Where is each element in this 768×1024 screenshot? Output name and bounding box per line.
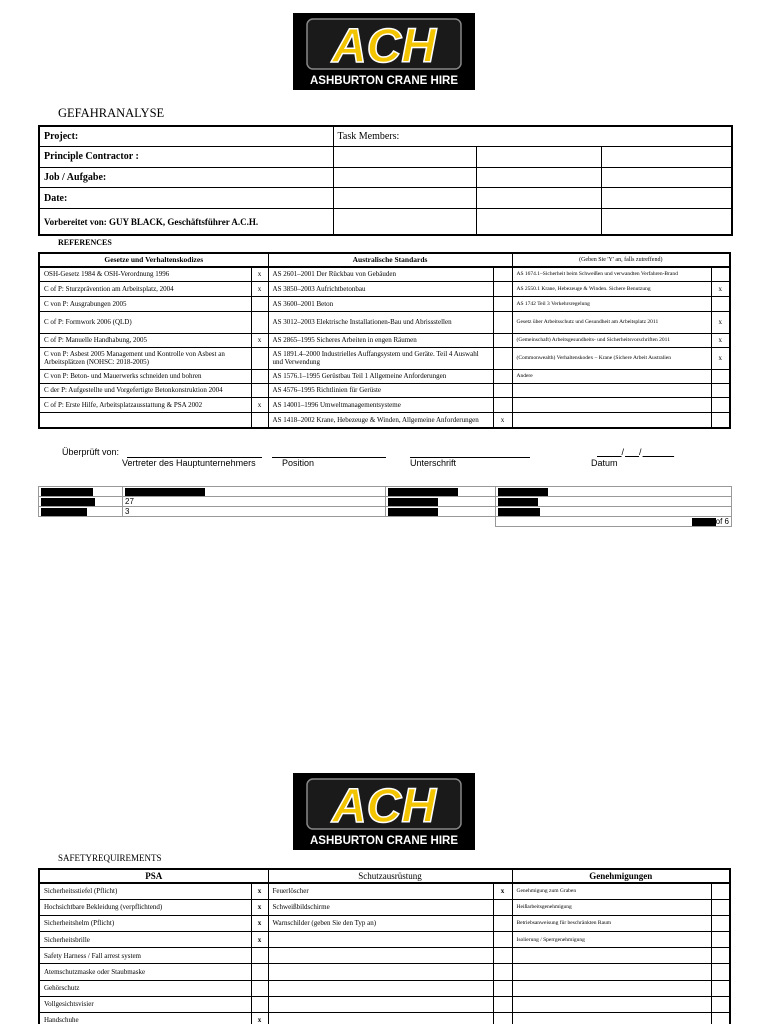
company-logo — [293, 13, 475, 90]
permit-item: Genehmigung zum Graben — [512, 883, 711, 899]
reference-standard: AS 3012–2003 Elektrische Installationen-Bau und Abrissstellen — [268, 311, 493, 333]
laws-header: Gesetze und Verhaltenskodizes — [39, 253, 268, 267]
equipment-check[interactable] — [493, 915, 512, 931]
permit-item: Isolierung / Sperrgenehmigung — [512, 932, 711, 948]
reference-row — [39, 369, 730, 383]
reference-other — [512, 383, 711, 397]
reference-row — [39, 347, 730, 369]
redacted-block — [498, 498, 538, 506]
safety-row — [39, 980, 730, 996]
permit-check[interactable] — [711, 915, 730, 931]
reference-law-check[interactable] — [251, 311, 268, 333]
reference-other: (Gemeinschaft) Arbeitsgesundheits- und Sicherheitsvorschriften 2011 — [512, 333, 711, 347]
reference-row — [39, 397, 730, 412]
document-footer-table — [38, 486, 732, 527]
references-title: REFERENCES — [58, 238, 112, 247]
reference-law: C der P: Aufgestellte und Vorgefertigte Betonkonstruktion 2004 — [39, 383, 251, 397]
reference-other-check[interactable] — [711, 383, 730, 397]
reference-other: AS 1742 Teil 3 Verkehrsregelung — [512, 296, 711, 311]
reference-standard: AS 2601–2001 Der Rückbau von Gebäuden — [268, 267, 493, 281]
reference-row — [39, 281, 730, 296]
position-label: Position — [282, 458, 315, 468]
redacted-block — [388, 488, 458, 496]
safety-row — [39, 899, 730, 915]
footer-value-27: 27 — [123, 497, 386, 507]
redacted-block — [125, 488, 205, 496]
safety-requirements-table — [38, 868, 731, 1024]
reference-law: C of P: Sturzprävention am Arbeitsplatz, 2004 — [39, 281, 251, 296]
equipment-check[interactable] — [493, 996, 512, 1012]
date-slashes: / / — [621, 447, 643, 457]
task-member-cell[interactable] — [476, 167, 601, 188]
permit-item: Heißarbeitsgenehmigung — [512, 899, 711, 915]
reference-standard: AS 4576–1995 Richtlinien für Gerüste — [268, 383, 493, 397]
equipment-check[interactable] — [493, 980, 512, 996]
equipment-check[interactable] — [493, 1013, 512, 1024]
page-number: of 6 — [496, 517, 732, 527]
ppe-check[interactable] — [251, 964, 268, 980]
ppe-check[interactable]: x — [251, 899, 268, 915]
reference-other: AS 1674.1–Sicherheit beim Schweißen und verwandten Verfahren-Brand — [512, 267, 711, 281]
ppe-check[interactable]: x — [251, 1013, 268, 1024]
ppe-item: Sicherheitsstiefel (Pflicht) — [39, 883, 251, 899]
reference-law: C of P: Manuelle Handhabung, 2005 — [39, 333, 251, 347]
safety-row — [39, 964, 730, 980]
equipment-check[interactable] — [493, 964, 512, 980]
company-name: ASHBURTON CRANE HIRE — [309, 75, 459, 87]
reference-row — [39, 383, 730, 397]
references-table — [38, 252, 731, 429]
signature-label: Unterschrift — [410, 458, 457, 468]
reference-other-check[interactable] — [711, 397, 730, 412]
reference-row — [39, 412, 730, 428]
reference-standard-check[interactable] — [493, 369, 512, 383]
redacted-block — [388, 508, 438, 516]
reference-standard-check[interactable] — [493, 347, 512, 369]
reference-law-check[interactable]: x — [251, 333, 268, 347]
reference-standard: AS 1418–2002 Krane, Hebezeuge & Winden, Allgemeine Anforderungen — [268, 412, 493, 428]
project-label: Project: — [39, 126, 333, 147]
equipment-item: Feuerlöscher — [268, 883, 493, 899]
reference-other: AS 2550.1 Krane, Hebezeuge & Winden. Sichere Benutzung — [512, 281, 711, 296]
ppe-check[interactable] — [251, 948, 268, 964]
redacted-block — [41, 498, 95, 506]
reference-standard: AS 1891.4–2000 Industrielles Auffangsystem und Geräte. Teil 4 Auswahl und Verwendung — [268, 347, 493, 369]
reference-row — [39, 296, 730, 311]
standards-header: Australische Standards — [268, 253, 512, 267]
permit-item — [512, 964, 711, 980]
reference-other — [512, 397, 711, 412]
ppe-check[interactable]: x — [251, 932, 268, 948]
reference-other-check[interactable]: x — [711, 347, 730, 369]
ppe-check[interactable] — [251, 996, 268, 1012]
task-member-cell[interactable] — [333, 208, 476, 235]
company-logo-page2 — [293, 773, 475, 850]
equipment-item — [268, 1013, 493, 1024]
reference-other-check[interactable] — [711, 296, 730, 311]
redacted-block — [41, 488, 93, 496]
redacted-block — [388, 498, 438, 506]
reference-other: Andere — [512, 369, 711, 383]
reference-law-check[interactable] — [251, 296, 268, 311]
ppe-item: Safety Harness / Fall arrest system — [39, 948, 251, 964]
permit-check[interactable] — [711, 964, 730, 980]
reference-standard-check[interactable] — [493, 311, 512, 333]
task-member-cell[interactable] — [601, 147, 732, 168]
page-title: GEFAHRANALYSE — [58, 106, 165, 120]
project-info-table — [38, 125, 733, 236]
ppe-check[interactable] — [251, 980, 268, 996]
safety-row — [39, 996, 730, 1012]
equipment-check[interactable] — [493, 948, 512, 964]
redacted-block — [41, 508, 87, 516]
reference-other-check[interactable]: x — [711, 281, 730, 296]
company-name: ASHBURTON CRANE HIRE — [309, 835, 459, 847]
equipment-item: Schweißbildschirme — [268, 899, 493, 915]
reference-law: C of P: Erste Hilfe, Arbeitsplatzausstattung & PSA 2002 — [39, 397, 251, 412]
ppe-item: Sicherheitshelm (Pflicht) — [39, 915, 251, 931]
task-member-cell[interactable] — [601, 208, 732, 235]
ppe-header: PSA — [39, 869, 268, 883]
task-member-cell[interactable] — [601, 167, 732, 188]
permit-item — [512, 1013, 711, 1024]
applicable-header: (Geben Sie 'Y' an, falls zutreffend) — [512, 253, 730, 267]
reference-standard: AS 3850–2003 Aufrichtbetonbau — [268, 281, 493, 296]
reference-law-check[interactable] — [251, 347, 268, 369]
reference-law: C of P: Formwork 2006 (QLD) — [39, 311, 251, 333]
svg-text:ACH: ACH — [332, 780, 436, 833]
reference-law: OSH-Gesetz 1984 & OSH-Verordnung 1996 — [39, 267, 251, 281]
permits-header: Genehmigungen — [512, 869, 730, 883]
equipment-item — [268, 964, 493, 980]
reference-row — [39, 333, 730, 347]
safety-row — [39, 1013, 730, 1024]
ppe-check[interactable]: x — [251, 915, 268, 931]
reference-other: (Commonwealth) Verhaltenskodex – Krane (Sichere Arbeit Australien — [512, 347, 711, 369]
reference-law-check[interactable]: x — [251, 397, 268, 412]
reference-standard-check[interactable] — [493, 383, 512, 397]
ppe-item: Sicherheitsbrille — [39, 932, 251, 948]
equipment-check[interactable] — [493, 899, 512, 915]
checked-by-label: Überprüft von: — [62, 447, 120, 457]
ppe-item: Handschuhe — [39, 1013, 251, 1024]
permit-check[interactable] — [711, 899, 730, 915]
ppe-item: Gehörschutz — [39, 980, 251, 996]
reference-standard: AS 2865–1995 Sicheres Arbeiten in engen Räumen — [268, 333, 493, 347]
reference-standard-check[interactable]: x — [493, 412, 512, 428]
reference-other-check[interactable]: x — [711, 333, 730, 347]
permit-item — [512, 996, 711, 1012]
equipment-item — [268, 996, 493, 1012]
prepared-by-label: Vorbereitet von: GUY BLACK, Geschäftsführer A.C.H. — [39, 208, 333, 235]
footer-value-3: 3 — [123, 507, 386, 517]
equipment-check[interactable]: x — [493, 883, 512, 899]
equipment-item — [268, 932, 493, 948]
equipment-item — [268, 948, 493, 964]
permit-item — [512, 948, 711, 964]
redacted-block — [498, 488, 548, 496]
ppe-check[interactable]: x — [251, 883, 268, 899]
reference-standard-check[interactable] — [493, 281, 512, 296]
safety-row — [39, 915, 730, 931]
rep-label: Vertreter des Hauptunternehmers — [122, 458, 256, 468]
task-member-cell[interactable] — [476, 147, 601, 168]
reference-standard-check[interactable] — [493, 333, 512, 347]
reference-standard-check[interactable] — [493, 296, 512, 311]
permit-check[interactable] — [711, 1013, 730, 1024]
svg-text:ACH: ACH — [332, 20, 436, 73]
reference-law-check[interactable] — [251, 369, 268, 383]
safety-row — [39, 883, 730, 899]
reference-law: C von P: Beton- und Mauerwerks schneiden und bohren — [39, 369, 251, 383]
reference-law: C von P: Asbest 2005 Management und Kontrolle von Asbest an Arbeitsplätzen (NOHSC: 2018-2005) — [39, 347, 251, 369]
reference-standard-check[interactable] — [493, 267, 512, 281]
reference-law-check[interactable]: x — [251, 267, 268, 281]
redacted-block — [692, 518, 716, 526]
reference-other: Gesetz über Arbeitsschutz und Gesundheit am Arbeitsplatz 2011 — [512, 311, 711, 333]
reference-standard-check[interactable] — [493, 397, 512, 412]
reference-law-check[interactable] — [251, 383, 268, 397]
permit-check[interactable] — [711, 883, 730, 899]
reference-other-check[interactable] — [711, 412, 730, 428]
task-member-cell[interactable] — [333, 167, 476, 188]
reference-row — [39, 267, 730, 281]
ppe-item: Hochsichtbare Bekleidung (verpflichtend) — [39, 899, 251, 915]
reference-law-check[interactable] — [251, 412, 268, 428]
reference-law-check[interactable]: x — [251, 281, 268, 296]
equipment-item — [268, 980, 493, 996]
reference-other-check[interactable]: x — [711, 311, 730, 333]
reference-other — [512, 412, 711, 428]
reference-law: C von P: Ausgrabungen 2005 — [39, 296, 251, 311]
redacted-block — [498, 508, 540, 516]
ppe-item: Vollgesichtsvisier — [39, 996, 251, 1012]
task-member-cell[interactable] — [333, 188, 476, 209]
task-member-cell[interactable] — [601, 188, 732, 209]
task-member-cell[interactable] — [476, 208, 601, 235]
permit-check[interactable] — [711, 980, 730, 996]
date-label: Date: — [39, 188, 333, 209]
reference-row — [39, 311, 730, 333]
reference-standard: AS 1576.1–1995 Gerüstbau Teil 1 Allgemeine Anforderungen — [268, 369, 493, 383]
permit-check[interactable] — [711, 948, 730, 964]
permit-item: Betriebsanweisung für beschränkten Raum — [512, 915, 711, 931]
reference-standard: AS 14001–1996 Umweltmanagementsysteme — [268, 397, 493, 412]
task-member-cell[interactable] — [333, 147, 476, 168]
reference-standard: AS 3600–2001 Beton — [268, 296, 493, 311]
permit-item — [512, 980, 711, 996]
safety-row — [39, 932, 730, 948]
task-member-cell[interactable] — [476, 188, 601, 209]
permit-check[interactable] — [711, 996, 730, 1012]
reference-law — [39, 412, 251, 428]
safety-row — [39, 948, 730, 964]
equipment-item: Warnschilder (geben Sie den Typ an) — [268, 915, 493, 931]
protective-equipment-header: Schutzausrüstung — [268, 869, 512, 883]
principal-contractor-label: Principle Contractor : — [39, 147, 333, 168]
equipment-check[interactable] — [493, 932, 512, 948]
reference-other-check[interactable] — [711, 267, 730, 281]
ppe-item: Atemschutzmaske oder Staubmaske — [39, 964, 251, 980]
task-members-label: Task Members: — [333, 126, 732, 147]
permit-check[interactable] — [711, 932, 730, 948]
reference-other-check[interactable] — [711, 369, 730, 383]
safety-requirements-title: SAFETYREQUIREMENTS — [58, 853, 162, 863]
job-label: Job / Aufgabe: — [39, 167, 333, 188]
date-label-sign: Datum — [591, 458, 618, 468]
